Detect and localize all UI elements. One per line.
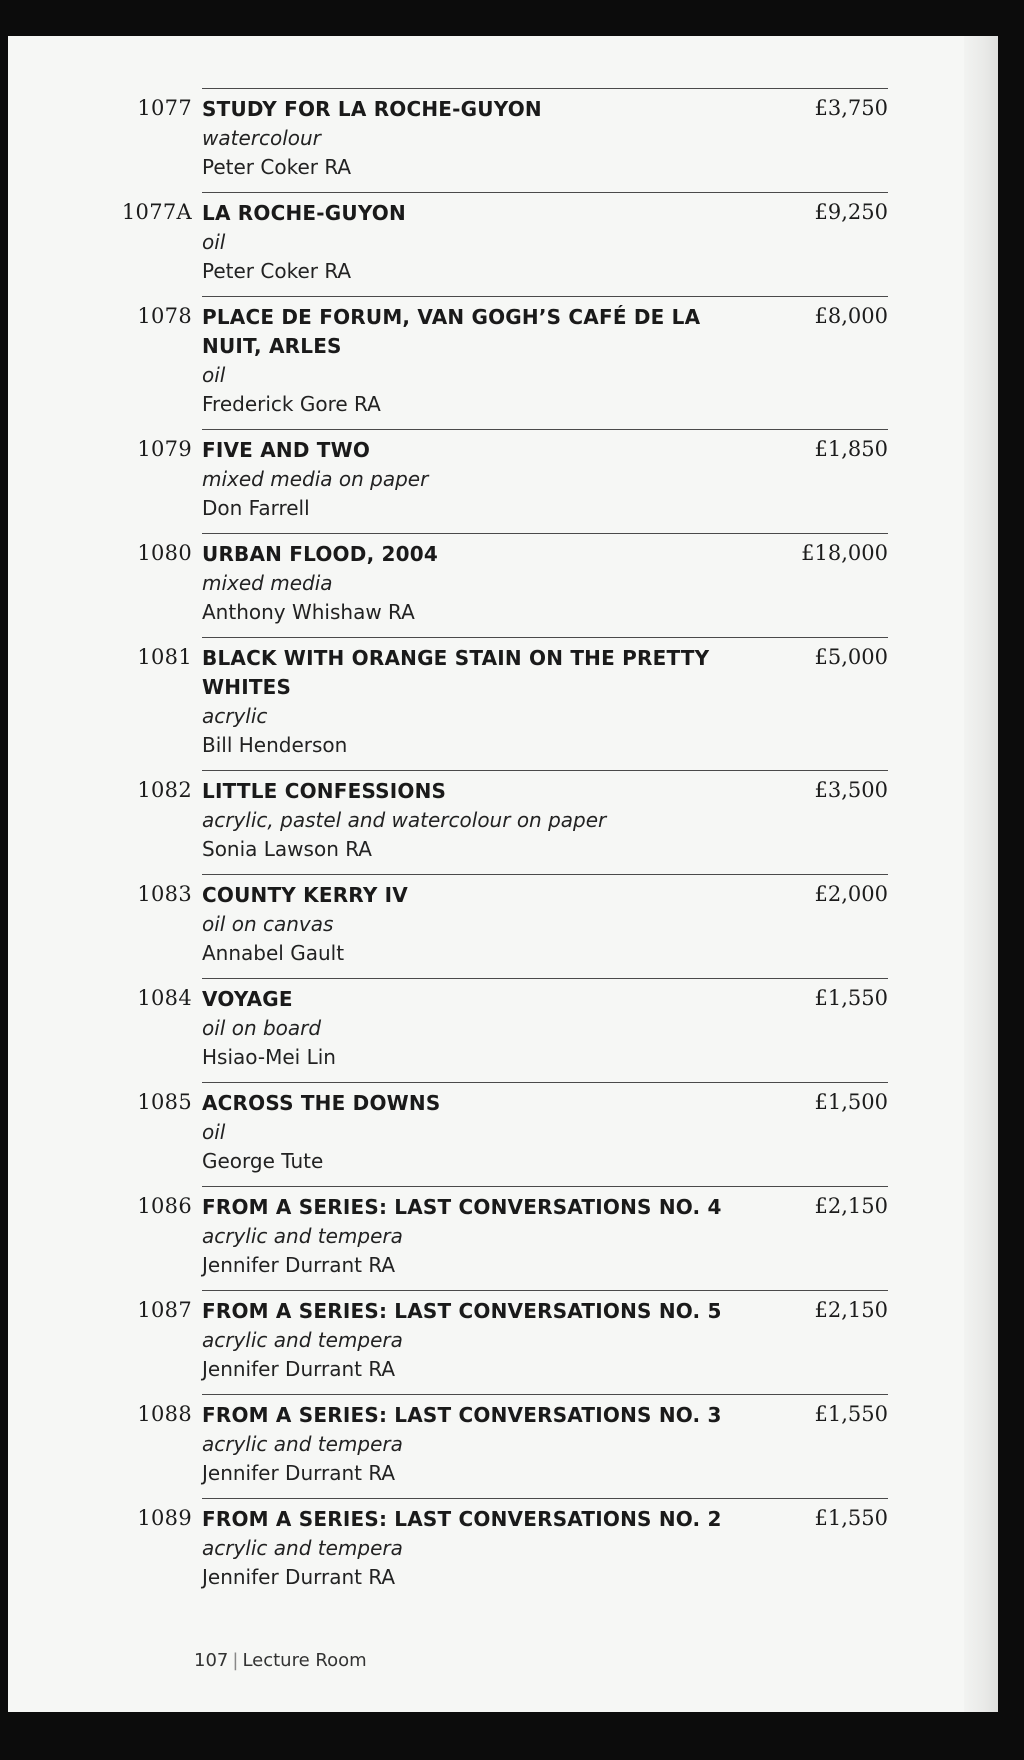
entry-artist: Jennifer Durrant RA bbox=[202, 1461, 396, 1485]
entry-number: 1079 bbox=[137, 437, 192, 461]
entry-artist: Hsiao-Mei Lin bbox=[202, 1045, 336, 1069]
entry-price: £3,750 bbox=[814, 96, 888, 120]
entry-medium: oil on canvas bbox=[202, 912, 334, 936]
entry-title: FROM A SERIES: LAST CONVERSATIONS NO. 2 bbox=[202, 1507, 722, 1531]
entry-title: FROM A SERIES: LAST CONVERSATIONS NO. 3 bbox=[202, 1403, 722, 1427]
entry-price: £1,550 bbox=[814, 1506, 888, 1530]
entry-medium: oil bbox=[202, 363, 226, 387]
entry-number: 1082 bbox=[137, 778, 192, 802]
catalogue-entry bbox=[121, 192, 888, 296]
entry-artist: Annabel Gault bbox=[202, 941, 345, 965]
entry-number: 1087 bbox=[137, 1298, 192, 1322]
entry-artist: Peter Coker RA bbox=[202, 155, 352, 179]
entry-price: £3,500 bbox=[814, 778, 888, 802]
catalogue-entry bbox=[137, 1394, 888, 1498]
entry-medium: acrylic and tempera bbox=[202, 1536, 403, 1560]
catalogue-entry bbox=[137, 1186, 888, 1290]
entry-artist: Frederick Gore RA bbox=[202, 392, 381, 416]
entry-number: 1078 bbox=[137, 304, 192, 328]
catalogue-entry bbox=[137, 874, 888, 978]
entry-title: STUDY FOR LA ROCHE-GUYON bbox=[202, 97, 542, 121]
page-footer bbox=[194, 1650, 367, 1671]
entry-medium: oil bbox=[202, 230, 226, 254]
entry-medium: acrylic bbox=[202, 704, 268, 728]
entry-price: £1,500 bbox=[814, 1090, 888, 1114]
entry-title: BLACK WITH ORANGE STAIN ON THE PRETTY WHITES bbox=[202, 646, 710, 699]
entry-medium: acrylic, pastel and watercolour on paper bbox=[202, 808, 607, 832]
page-edge bbox=[964, 36, 998, 1712]
entry-title: PLACE DE FORUM, VAN GOGH’S CAFÉ DE LA NUIT, ARLES bbox=[202, 305, 701, 358]
entry-artist: Jennifer Durrant RA bbox=[202, 1565, 396, 1589]
entry-price: £1,550 bbox=[814, 1402, 888, 1426]
entry-artist: Don Farrell bbox=[202, 496, 310, 520]
entry-price: £2,150 bbox=[814, 1194, 888, 1218]
entry-price: £2,000 bbox=[814, 882, 888, 906]
catalogue-entry bbox=[137, 637, 888, 770]
entry-medium: acrylic and tempera bbox=[202, 1432, 403, 1456]
entry-artist: Bill Henderson bbox=[202, 733, 348, 757]
entry-title: FIVE AND TWO bbox=[202, 438, 371, 462]
entry-number: 1083 bbox=[137, 882, 192, 906]
entry-title: ACROSS THE DOWNS bbox=[202, 1091, 441, 1115]
entry-price: £18,000 bbox=[801, 541, 888, 565]
catalogue-entry bbox=[137, 770, 888, 874]
catalogue-entry bbox=[137, 429, 888, 533]
entry-price: £2,150 bbox=[814, 1298, 888, 1322]
entry-price: £8,000 bbox=[814, 304, 888, 328]
entry-medium: acrylic and tempera bbox=[202, 1224, 403, 1248]
entry-medium: oil bbox=[202, 1120, 226, 1144]
entry-artist: Peter Coker RA bbox=[202, 259, 352, 283]
entry-title: COUNTY KERRY IV bbox=[202, 883, 408, 907]
catalogue-entry bbox=[137, 533, 888, 637]
entry-title: FROM A SERIES: LAST CONVERSATIONS NO. 5 bbox=[202, 1299, 722, 1323]
entry-medium: acrylic and tempera bbox=[202, 1328, 403, 1352]
catalogue-page bbox=[8, 36, 998, 1712]
footer-separator: | bbox=[232, 1650, 239, 1671]
entry-price: £5,000 bbox=[814, 645, 888, 669]
entry-number: 1085 bbox=[137, 1090, 192, 1114]
entry-title: LA ROCHE-GUYON bbox=[202, 201, 406, 225]
entry-price: £1,850 bbox=[814, 437, 888, 461]
entry-artist: Anthony Whishaw RA bbox=[202, 600, 415, 624]
page-number: 107 bbox=[194, 1650, 229, 1671]
entry-price: £9,250 bbox=[814, 200, 888, 224]
entry-title: FROM A SERIES: LAST CONVERSATIONS NO. 4 bbox=[202, 1195, 722, 1219]
section-name: Lecture Room bbox=[242, 1650, 367, 1671]
catalogue-entry bbox=[137, 88, 888, 192]
catalogue-entry bbox=[137, 1082, 888, 1186]
catalogue-entry bbox=[137, 1290, 888, 1394]
catalogue-list bbox=[112, 88, 888, 1602]
catalogue-entry bbox=[137, 978, 888, 1082]
entry-number: 1080 bbox=[137, 541, 192, 565]
entry-artist: Sonia Lawson RA bbox=[202, 837, 372, 861]
entry-price: £1,550 bbox=[814, 986, 888, 1010]
entry-number: 1089 bbox=[137, 1506, 192, 1530]
entry-medium: mixed media bbox=[202, 571, 333, 595]
entry-number: 1077A bbox=[121, 200, 192, 224]
entry-number: 1084 bbox=[137, 986, 192, 1010]
entry-number: 1086 bbox=[137, 1194, 192, 1218]
entry-artist: Jennifer Durrant RA bbox=[202, 1253, 396, 1277]
entry-medium: oil on board bbox=[202, 1016, 322, 1040]
entry-medium: mixed media on paper bbox=[202, 467, 429, 491]
catalogue-entry bbox=[137, 296, 888, 429]
catalogue-entry bbox=[137, 1498, 888, 1602]
entry-artist: Jennifer Durrant RA bbox=[202, 1357, 396, 1381]
entry-medium: watercolour bbox=[202, 126, 321, 150]
entry-number: 1081 bbox=[137, 645, 192, 669]
entry-title: URBAN FLOOD, 2004 bbox=[202, 542, 438, 566]
entry-title: LITTLE CONFESSIONS bbox=[202, 779, 447, 803]
entry-number: 1088 bbox=[137, 1402, 192, 1426]
entry-title: VOYAGE bbox=[202, 987, 293, 1011]
entry-artist: George Tute bbox=[202, 1149, 324, 1173]
entry-number: 1077 bbox=[137, 96, 192, 120]
